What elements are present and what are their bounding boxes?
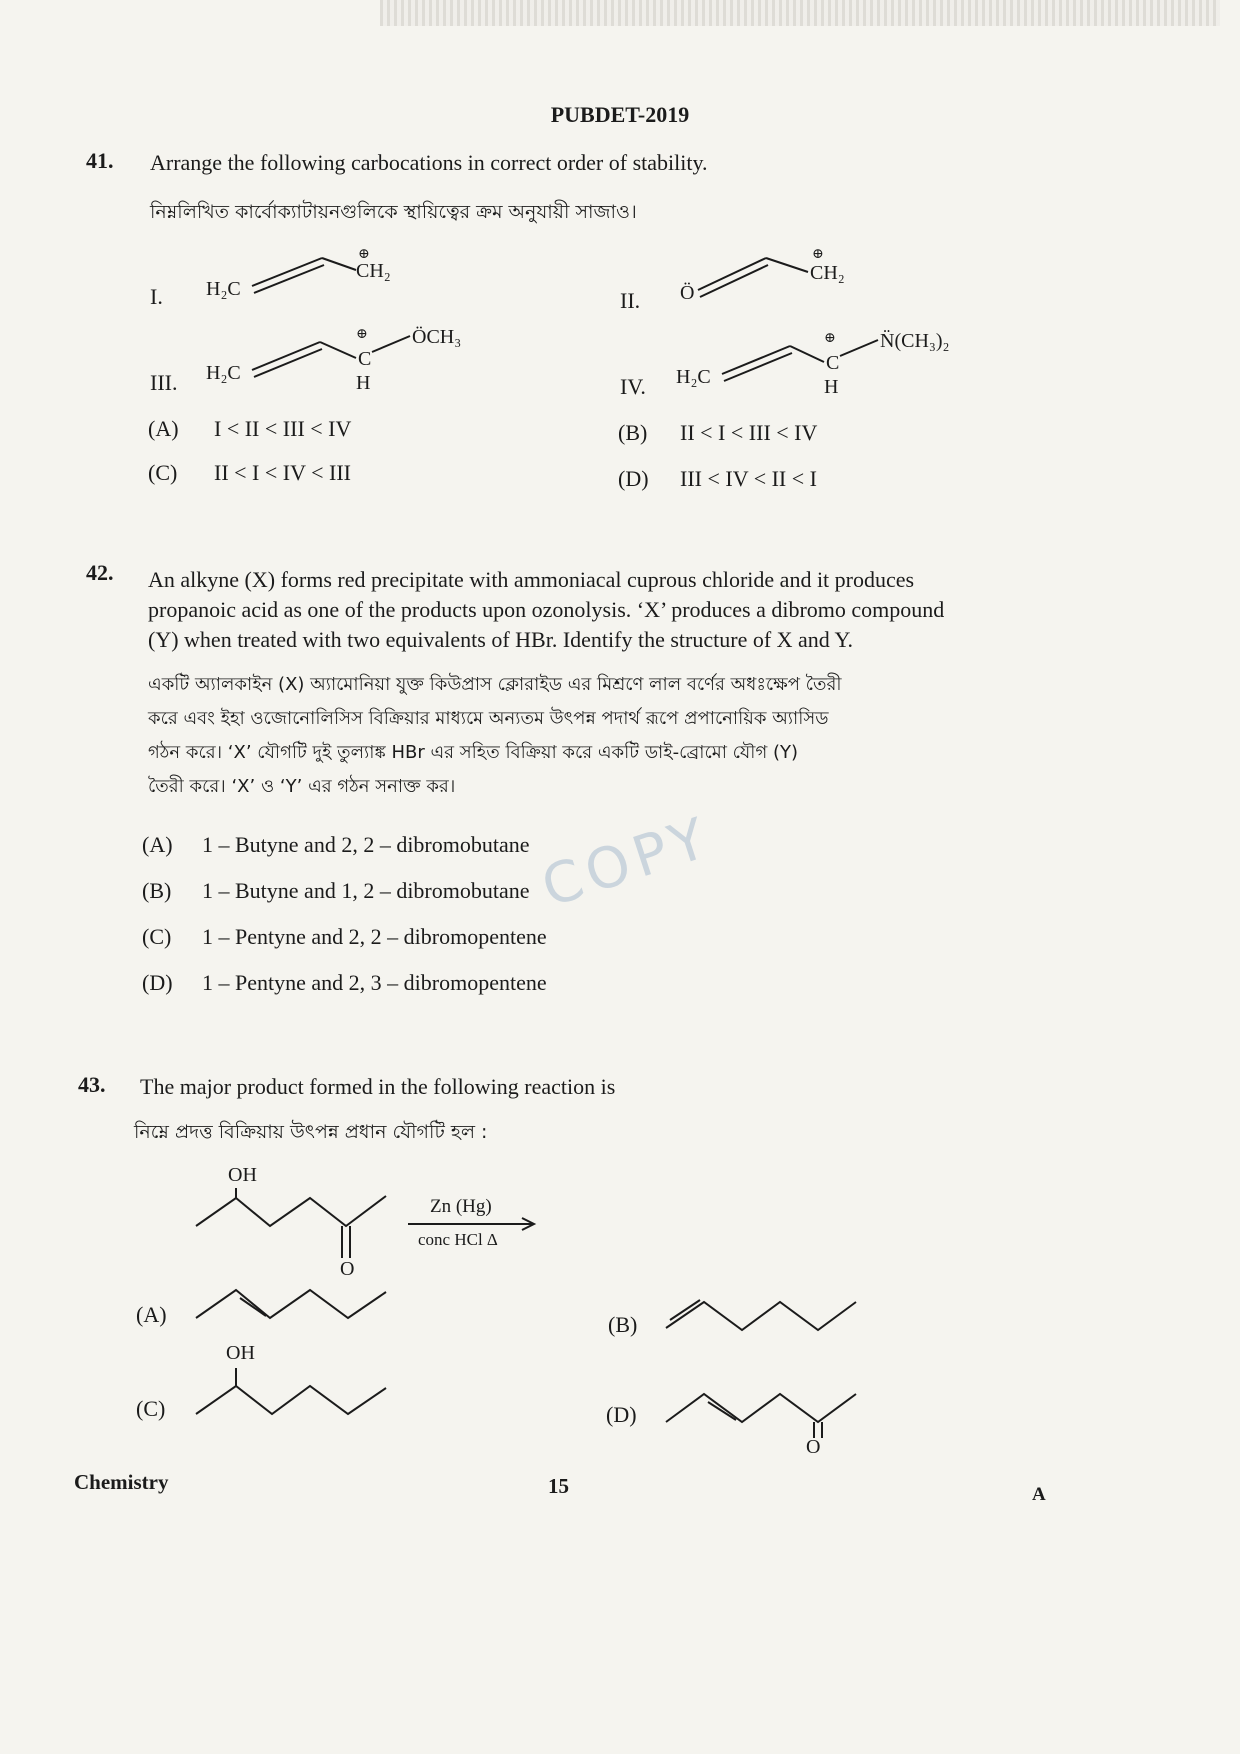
q43-option-a-chain xyxy=(196,1290,386,1318)
q43-text: The major product formed in the following reaction is xyxy=(140,1074,616,1099)
q42-text-bengali-line: করে এবং ইহা ওজোনোলিসিস বিক্রিয়ার মাধ্যমে অন্যতম উৎপন্ন পদার্থ রূপে প্রপানোয়িক অ্যাসিড xyxy=(148,708,829,729)
q41-text-bengali: নিম্নলিখিত কার্বোক্যাটায়নগুলিকে স্থায়িত্বের ক্রম অনুযায়ী সাজাও। xyxy=(150,201,637,223)
q43-reactant-carbonyl-oxygen: O xyxy=(340,1258,355,1280)
q41-structure-iv-double-bond-a xyxy=(722,346,790,374)
q42-option-c-text: 1 – Pentyne and 2, 2 – dibromopentene xyxy=(202,924,547,949)
q43-option-c-bonds xyxy=(196,1368,386,1414)
q41-option-a-label: (A) xyxy=(148,416,179,441)
copy-watermark: COPY xyxy=(534,804,720,921)
q42-text-bengali-line: গঠন করে। ‘X’ যৌগটি দুই তুল্যাঙ্ক HBr এর সহিত বিক্রিয়া করে একটি ডাই-ব্রোমো যৌগ (Y) xyxy=(148,742,799,763)
q43-option-a-bonds xyxy=(196,1290,386,1318)
q43-reaction-arrow xyxy=(408,1218,534,1230)
q42-text-line: propanoic acid as one of the products upon ozonolysis. ‘X’ produces a dibromo compound xyxy=(148,597,945,622)
q42-text xyxy=(148,565,1040,655)
q43-reagent-bottom: conc HCl Δ xyxy=(418,1230,498,1249)
q41-structure-iv-dimethylamino: N̈(CH₃)₂ xyxy=(880,330,950,352)
q41-structure-iv-carbon: C xyxy=(826,352,840,374)
q41-structure-iv-double-bond-b xyxy=(724,353,792,381)
q41-structure-ii-double-bond-a xyxy=(698,258,766,290)
q42-option-b-label: (B) xyxy=(142,878,172,903)
q41-structure-ii-bonds xyxy=(698,258,808,297)
q41-structure-i-label: I. xyxy=(150,284,163,309)
q42-text-bengali-line: একটি অ্যালকাইন (X) অ্যামোনিয়া যুক্ত কিউপ্রাস ক্লোরাইড এর মিশ্রণে লাল বর্ণের অধঃক্ষেপ তৈরী xyxy=(148,674,842,695)
q43-option-c-label: (C) xyxy=(136,1396,166,1421)
q41-option-c-text: II < I < IV < III xyxy=(214,460,351,485)
q41-structure-i-double-bond-b xyxy=(254,265,324,293)
q43-option-d-chain xyxy=(666,1394,856,1422)
q43-option-c-hydroxyl: OH xyxy=(226,1342,255,1364)
q41-structure-iii-charge: ⊕ xyxy=(356,327,368,342)
q41-structure-i-bonds xyxy=(252,258,356,293)
q43-option-b-double-bond xyxy=(670,1300,700,1320)
q41-text: Arrange the following carbocations in correct order of stability. xyxy=(150,150,708,175)
q42-text-bengali-line: তৈরী করে। ‘X’ ও ‘Y’ এর গঠন সনাক্ত কর। xyxy=(148,776,456,797)
q41-structure-iii-substituent-bond xyxy=(372,336,410,352)
q41-structure-iv-bonds xyxy=(722,340,878,381)
q41-structure-iv-charge: ⊕ xyxy=(824,331,836,346)
q41-structure-i-double-bond-a xyxy=(252,258,322,286)
q41-structure-iii-bonds xyxy=(252,336,410,377)
q43-reactant-hydroxyl: OH xyxy=(228,1164,257,1186)
q42-option-a-text: 1 – Butyne and 2, 2 – dibromobutane xyxy=(202,832,530,857)
q42-option-d-text: 1 – Pentyne and 2, 3 – dibromopentene xyxy=(202,970,547,995)
q43-option-b-bonds xyxy=(666,1300,856,1330)
q41-structure-i-single-bond xyxy=(322,258,356,270)
q42-text-line: (Y) when treated with two equivalents of HBr. Identify the structure of X and Y. xyxy=(148,627,854,652)
q41-structure-ii-oxygen: Ö xyxy=(680,282,695,304)
q41-option-d-label: (D) xyxy=(618,466,649,491)
q41-structure-iii-hydrogen: H xyxy=(356,372,371,394)
q41-structure-ii-double-bond-b xyxy=(700,265,768,297)
q41-structure-iii-double-bond-a xyxy=(252,342,320,370)
q42-option-a-label: (A) xyxy=(142,832,173,857)
q43-reactant-chain xyxy=(196,1196,386,1226)
q42-number: 42. xyxy=(86,560,114,585)
q41-structure-iii-label: III. xyxy=(150,370,178,395)
q41-structure-ii-label: II. xyxy=(620,288,641,313)
q41-option-d-text: III < IV < II < I xyxy=(680,466,817,491)
q43-option-c-chain xyxy=(196,1386,386,1414)
q41-structure-ii-charge: ⊕ xyxy=(812,247,824,262)
q41-structure-iii-single-bond xyxy=(320,342,356,358)
q43-option-d-double-bond xyxy=(708,1402,736,1420)
scan-artifact xyxy=(380,0,1220,26)
q41-option-b-label: (B) xyxy=(618,420,648,445)
q41-structure-iii-methoxy: ÖCH₃ xyxy=(412,326,462,348)
q42-option-d-label: (D) xyxy=(142,970,173,995)
q43-reactant-bonds xyxy=(196,1188,386,1258)
q41-structure-iv-substituent-bond xyxy=(840,340,878,356)
q41-structure-ii-ch2: CH₂ xyxy=(810,262,845,284)
q41-structure-iii-h2c: H₂C xyxy=(206,362,241,384)
footer-page-number: 15 xyxy=(548,1474,569,1498)
footer-subject: Chemistry xyxy=(74,1470,169,1494)
q41-structure-i-ch2: CH₂ xyxy=(356,260,391,282)
q42-text-bengali xyxy=(148,668,1040,804)
q43-option-b-label: (B) xyxy=(608,1312,638,1337)
paper-header: PUBDET-2019 xyxy=(550,102,690,127)
q43-option-a-label: (A) xyxy=(136,1302,167,1327)
q41-option-b-text: II < I < III < IV xyxy=(680,420,818,445)
q41-structure-i-charge: ⊕ xyxy=(358,247,370,262)
q43-option-d-label: (D) xyxy=(606,1402,637,1427)
q41-structure-iv-single-bond xyxy=(790,346,824,362)
q43-option-d-bonds xyxy=(666,1394,856,1438)
q41-structure-iv-label: IV. xyxy=(620,374,646,399)
q41-structure-iii-double-bond-b xyxy=(254,349,322,377)
q41-structure-iii-carbon: C xyxy=(358,348,372,370)
q41-structure-ii-single-bond xyxy=(766,258,808,272)
q41-number: 41. xyxy=(86,148,114,173)
q41-structure-iv-h2c: H₂C xyxy=(676,366,711,388)
q41-structure-i-h2c: H₂C xyxy=(206,278,241,300)
q41-option-a-text: I < II < III < IV xyxy=(214,416,352,441)
q41-structure-iv-hydrogen: H xyxy=(824,376,839,398)
footer-set-code: A xyxy=(1032,1484,1046,1505)
q43-option-a-double-bond xyxy=(240,1298,266,1316)
q43-option-d-carbonyl-oxygen: O xyxy=(806,1436,821,1458)
q43-option-b-chain xyxy=(666,1302,856,1330)
q42-option-b-text: 1 – Butyne and 1, 2 – dibromobutane xyxy=(202,878,530,903)
q43-arrow-head xyxy=(522,1218,534,1230)
q42-option-c-label: (C) xyxy=(142,924,172,949)
q43-reagent-top: Zn (Hg) xyxy=(430,1196,492,1217)
q41-option-c-label: (C) xyxy=(148,460,178,485)
q42-text-line: An alkyne (X) forms red precipitate with ammoniacal cuprous chloride and it produces xyxy=(148,567,915,592)
q43-number: 43. xyxy=(78,1072,106,1097)
q43-text-bengali: নিম্নে প্রদত্ত বিক্রিয়ায় উৎপন্ন প্রধান যৌগটি হল : xyxy=(134,1121,488,1143)
